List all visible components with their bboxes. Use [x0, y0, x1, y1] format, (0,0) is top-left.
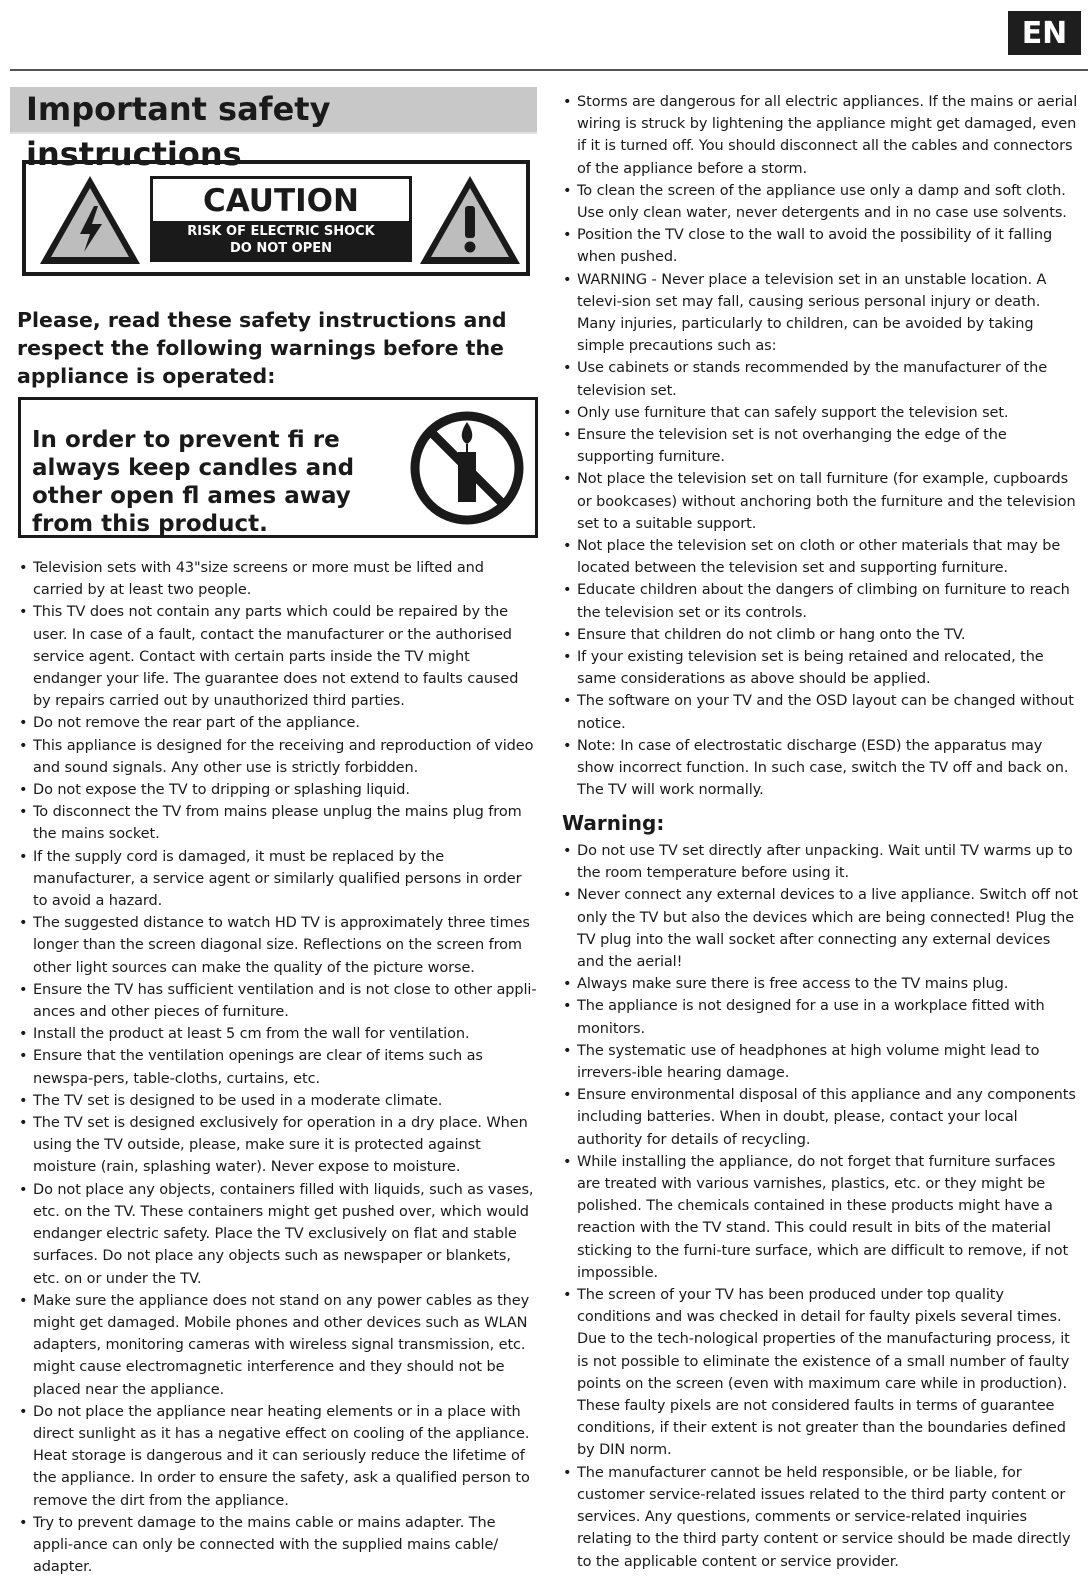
- top-divider: [10, 69, 1088, 71]
- electric-shock-warning-icon: [36, 172, 144, 268]
- caution-subtitle: [153, 221, 409, 259]
- list-item: • Do not expose the TV to dripping or splashing liquid.: [18, 779, 538, 801]
- caution-line-2: DO NOT OPEN: [229, 241, 333, 256]
- list-item: • This appliance is designed for the receiving and reproduction of video and sound signals. Any other use is strictly forbidden.: [18, 735, 538, 779]
- right-safety-list: [562, 91, 1078, 802]
- page-title: Important safety instructions: [26, 90, 331, 173]
- intro-text: Please, read these safety instructions and respect the following warnings before the appliance is operated:: [17, 308, 507, 388]
- fire-warning-text: In order to prevent fi re always keep candles and other open fl ames away from this product.: [32, 427, 355, 537]
- list-item: • Use cabinets or stands recommended by the manufacturer of the television set.: [562, 357, 1078, 401]
- list-item: • Always make sure there is free access to the TV mains plug.: [562, 973, 1078, 995]
- list-item: • Do not place any objects, containers filled with liquids, such as vases, etc. on the TV. These containers might get pushed over, which would endanger electric safety. Place the TV exclusively on flat and stable surfaces. Do not place any objects such as newspaper or blankets, etc. on or under the TV.: [18, 1179, 538, 1290]
- list-item: • The suggested distance to watch HD TV is approximately three times longer than the screen diagonal size. Reflections on the screen from other light sources can make the quality of the picture worse.: [18, 912, 538, 979]
- list-item: • Never connect any external devices to a live appliance. Switch off not only the TV but also the devices which are being connected! Plug the TV plug into the wall socket after connecting any external devices and the aerial!: [562, 884, 1078, 973]
- list-item: • WARNING - Never place a television set in an unstable location. A televi-sion set may fall, causing serious personal injury or death. Many injuries, particularly to children, can be avoided by taking simple precautions such as:: [562, 269, 1078, 358]
- list-item: • To clean the screen of the appliance use only a damp and soft cloth. Use only clean water, never detergents and in no case use solvents.: [562, 180, 1078, 224]
- list-item: • Ensure the TV has sufficient ventilation and is not close to other appli-ances and other pieces of furniture.: [18, 979, 538, 1023]
- list-item: • The TV set is designed to be used in a moderate climate.: [18, 1090, 538, 1112]
- list-item: • Television sets with 43"size screens or more must be lifted and carried by at least two people.: [18, 557, 538, 601]
- list-item: • Only use furniture that can safely support the television set.: [562, 402, 1078, 424]
- list-item: • The software on your TV and the OSD layout can be changed without notice.: [562, 690, 1078, 734]
- list-item: • To disconnect the TV from mains please unplug the mains plug from the mains socket.: [18, 801, 538, 845]
- list-item: • Position the TV close to the wall to avoid the possibility of it falling when pushed.: [562, 224, 1078, 268]
- caution-center-panel: [150, 176, 412, 262]
- list-item: • Ensure the television set is not overhanging the edge of the supporting furniture.: [562, 424, 1078, 468]
- list-item: • Storms are dangerous for all electric appliances. If the mains or aerial wiring is struck by lightening the appliance might get damaged, even if it is turned off. You should disconnect all the cables and connectors of the appliance before a storm.: [562, 91, 1078, 180]
- list-item: • Install the product at least 5 cm from the wall for ventilation.: [18, 1023, 538, 1045]
- warning-list: [562, 840, 1078, 1573]
- list-item: • Do not use TV set directly after unpacking. Wait until TV warms up to the room temperature before using it.: [562, 840, 1078, 884]
- language-badge: EN: [1008, 11, 1081, 55]
- list-item: • The systematic use of headphones at high volume might lead to irrevers-ible hearing damage.: [562, 1040, 1078, 1084]
- caution-line-1: RISK OF ELECTRIC SHOCK: [187, 224, 375, 239]
- list-item: • Try to prevent damage to the mains cable or mains adapter. The appli-ance can only be connected with the supplied mains cable/ adapter.: [18, 1512, 538, 1578]
- list-item: • Ensure environmental disposal of this appliance and any components including batteries. When in doubt, please, contact your local authority for details of recycling.: [562, 1084, 1078, 1151]
- left-safety-list: [18, 557, 538, 1578]
- list-item: • Ensure that children do not climb or hang onto the TV.: [562, 624, 1078, 646]
- list-item: • Educate children about the dangers of climbing on furniture to reach the television set or its controls.: [562, 579, 1078, 623]
- exclamation-warning-icon: [416, 172, 524, 268]
- list-item: • Make sure the appliance does not stand on any power cables as they might get damaged. Mobile phones and other devices such as WLAN adapters, monitoring cameras with wireless signal transmission, etc. might cause electromagnetic interference and they should not be placed near the appliance.: [18, 1290, 538, 1401]
- list-item: • This TV does not contain any parts which could be repaired by the user. In case of a fault, contact the manufacturer or the authorised service agent. Contact with certain parts inside the TV might endanger your life. The guarantee does not extend to faults caused by repairs carried out by unauthorized third parties.: [18, 601, 538, 712]
- list-item: • Note: In case of electrostatic discharge (ESD) the apparatus may show incorrect function. In such case, switch the TV off and back on. The TV will work normally.: [562, 735, 1078, 802]
- list-item: • Do not remove the rear part of the appliance.: [18, 712, 538, 734]
- no-candle-icon: [407, 408, 527, 528]
- list-item: • Ensure that the ventilation openings are clear of items such as newspa-pers, table-cloths, curtains, etc.: [18, 1045, 538, 1089]
- list-item: • The appliance is not designed for a use in a workplace fitted with monitors.: [562, 995, 1078, 1039]
- list-item: • The manufacturer cannot be held responsible, or be liable, for customer service-related issues related to the third party content or services. Any questions, comments or service-related inquiries relating to the third party content or service should be made directly to the applicable content or service provider.: [562, 1462, 1078, 1573]
- list-item: • While installing the appliance, do not forget that furniture surfaces are treated with various varnishes, plastics, etc. or they might be polished. The chemicals contained in these products might have a reaction with the TV stand. This could result in bits of the material sticking to the furni-ture surface, which are difficult to remove, if not impossible.: [562, 1151, 1078, 1284]
- warning-heading: Warning:: [562, 811, 665, 835]
- list-item: • If your existing television set is being retained and relocated, the same considerations as above should be applied.: [562, 646, 1078, 690]
- caution-label: [22, 160, 530, 276]
- list-item: • If the supply cord is damaged, it must be replaced by the manufacturer, a service agent or similarly qualified persons in order to avoid a hazard.: [18, 846, 538, 913]
- list-item: • Do not place the appliance near heating elements or in a place with direct sunlight as it has a negative effect on cooling of the appliance. Heat storage is dangerous and it can seriously reduce the lifetime of the appliance. In order to ensure the safety, ask a qualified person to remove the dirt from the appliance.: [18, 1401, 538, 1512]
- list-item: • The screen of your TV has been produced under top quality conditions and was checked in detail for faulty pixels several times. Due to the tech-nological properties of the manufacturing process, it is not possible to eliminate the existence of a small number of faulty points on the screen (even with maximum care while in production). These faulty pixels are not considered faults in terms of guarantee conditions, if their extent is not greater than the boundaries defined by DIN norm.: [562, 1284, 1078, 1462]
- title-bar: [10, 87, 537, 173]
- fire-warning-box: [18, 397, 538, 538]
- list-item: • The TV set is designed exclusively for operation in a dry place. When using the TV outside, please, make sure it is protected against moisture (rain, splashing water). Never expose to moisture.: [18, 1112, 538, 1179]
- caution-title: CAUTION: [203, 183, 359, 219]
- list-item: • Not place the television set on tall furniture (for example, cupboards or bookcases) without anchoring both the furniture and the television set to a suitable support.: [562, 468, 1078, 535]
- list-item: • Not place the television set on cloth or other materials that may be located between the television set and supporting furniture.: [562, 535, 1078, 579]
